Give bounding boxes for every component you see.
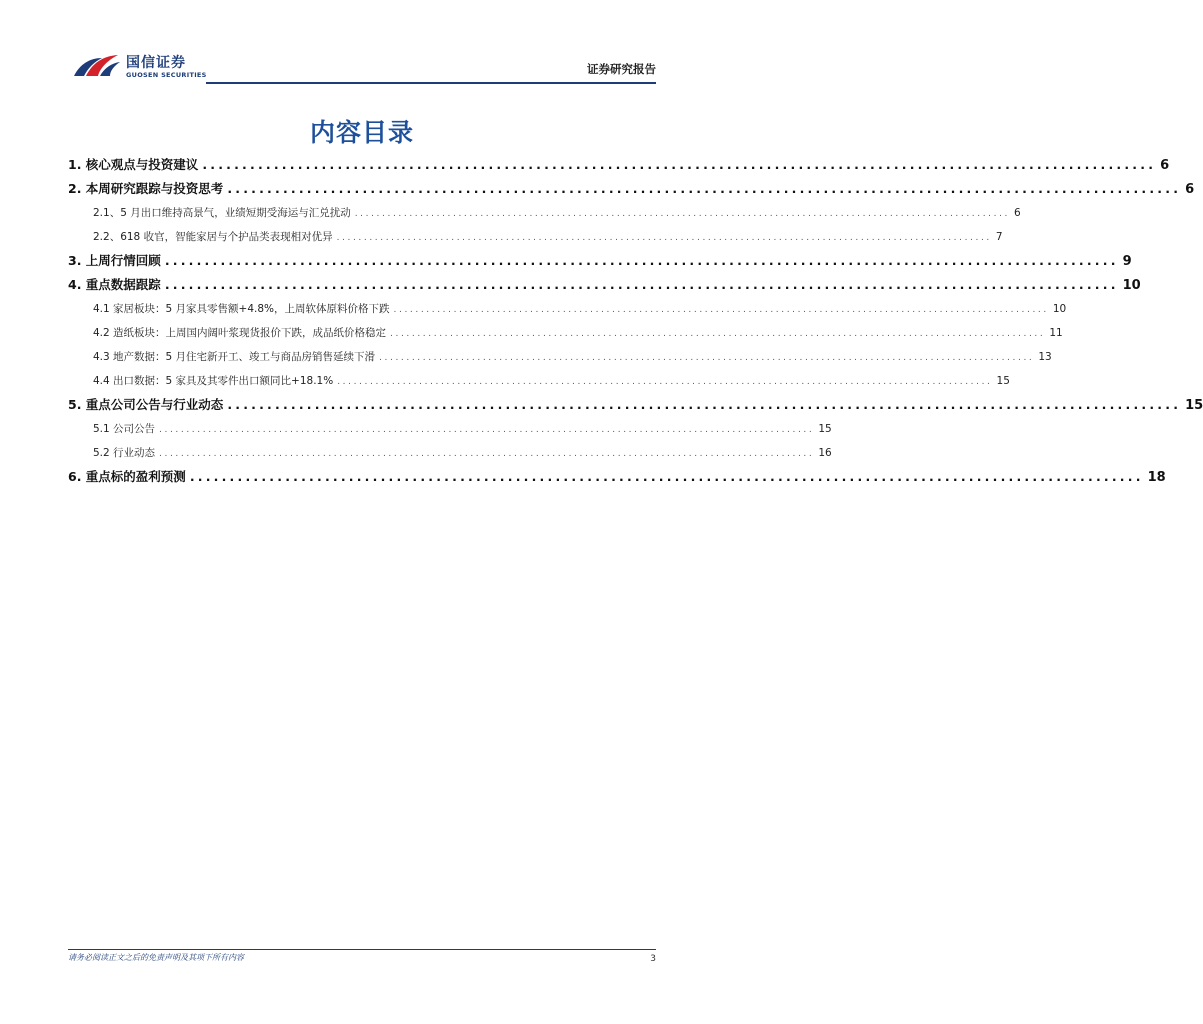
toc-entry-4-3[interactable]	[68, 345, 1052, 369]
toc-entry-page: 6	[1185, 182, 1195, 197]
toc-entry-label: 2.1、5 月出口维持高景气，业绩短期受海运与汇兑扰动	[93, 207, 351, 219]
toc-entry-label: 4.4 出口数据：5 家具及其零件出口额同比+18.1%	[93, 375, 334, 387]
brand-name-english: GUOSEN SECURITIES	[126, 71, 207, 79]
toc-entry-page: 11	[1049, 327, 1063, 339]
toc-leader-dots: ........................................................................................................................	[393, 305, 1049, 315]
toc-entry-2-2[interactable]	[68, 225, 1003, 249]
toc-entry-2[interactable]	[68, 177, 1195, 201]
toc-entry-6[interactable]	[68, 465, 1166, 489]
toc-entry-5-1[interactable]	[68, 417, 832, 441]
footer-divider	[68, 949, 656, 950]
toc-entry-page: 18	[1147, 470, 1166, 485]
toc-entry-1[interactable]	[68, 153, 1170, 177]
toc-entry-page: 10	[1122, 278, 1141, 293]
toc-entry-page: 10	[1052, 303, 1067, 315]
toc-entry-page: 15	[1185, 398, 1203, 413]
toc-entry-page: 6	[1160, 158, 1170, 173]
toc-entry-4[interactable]	[68, 273, 1141, 297]
toc-entry-label: 4.1 家居板块：5 月家具零售额+4.8%，上周软体原料价格下跌	[93, 303, 390, 315]
toc-leader-dots: ........................................................................................................................	[159, 449, 815, 459]
toc-entry-label: 3. 上周行情回顾	[68, 253, 161, 268]
footer-disclaimer: 请务必阅读正文之后的免责声明及其项下所有内容	[68, 953, 244, 962]
toc-entry-label: 5.2 行业动态	[93, 447, 156, 459]
toc-leader-dots: ........................................................................................................................	[227, 181, 1182, 196]
page-header	[70, 48, 656, 84]
toc-entry-page: 7	[995, 231, 1003, 243]
toc-entry-5[interactable]	[68, 393, 1203, 417]
toc-entry-page: 13	[1038, 351, 1052, 363]
toc-entry-page: 16	[818, 447, 832, 459]
guosen-logo-icon	[72, 52, 122, 80]
toc-entry-label: 4.3 地产数据：5 月住宅新开工、竣工与商品房销售延续下滑	[93, 351, 376, 363]
toc-entry-3[interactable]	[68, 249, 1132, 273]
toc-entry-2-1[interactable]	[68, 201, 1021, 225]
toc-entry-label: 2.2、618 收官，智能家居与个护品类表现相对优异	[93, 231, 333, 243]
toc-leader-dots: ........................................................................................................................	[189, 469, 1144, 484]
toc-entry-label: 4. 重点数据跟踪	[68, 277, 161, 292]
page-number: 3	[650, 954, 656, 964]
toc-entry-page: 9	[1122, 254, 1132, 269]
toc-entry-page: 15	[818, 423, 832, 435]
report-type-label: 证券研究报告	[587, 62, 656, 76]
table-of-contents	[68, 153, 1203, 489]
toc-leader-dots: ........................................................................................................................	[202, 157, 1157, 172]
toc-entry-page: 6	[1014, 207, 1021, 219]
header-divider	[206, 82, 656, 84]
toc-entry-label: 5. 重点公司公告与行业动态	[68, 397, 224, 412]
toc-entry-page: 15	[996, 375, 1010, 387]
toc-entry-4-2[interactable]	[68, 321, 1063, 345]
toc-entry-label: 6. 重点标的盈利预测	[68, 469, 186, 484]
toc-entry-5-2[interactable]	[68, 441, 832, 465]
toc-leader-dots: ........................................................................................................................	[164, 253, 1119, 268]
toc-leader-dots: ........................................................................................................................	[159, 425, 815, 435]
brand-name: 国信证券	[126, 55, 186, 71]
toc-leader-dots: ........................................................................................................................	[227, 397, 1182, 412]
toc-entry-label: 2. 本周研究跟踪与投资思考	[68, 181, 224, 196]
toc-entry-4-4[interactable]	[68, 369, 1010, 393]
toc-leader-dots: ........................................................................................................................	[379, 353, 1035, 363]
toc-title: 内容目录	[309, 118, 414, 147]
toc-entry-label: 4.2 造纸板块：上周国内阔叶浆现货报价下跌，成品纸价格稳定	[93, 327, 387, 339]
toc-entry-label: 1. 核心观点与投资建议	[68, 157, 199, 172]
toc-leader-dots: ........................................................................................................................	[337, 377, 993, 387]
toc-entry-label: 5.1 公司公告	[93, 423, 156, 435]
toc-entry-4-1[interactable]	[68, 297, 1067, 321]
toc-leader-dots: ........................................................................................................................	[390, 329, 1046, 339]
toc-leader-dots: ........................................................................................................................	[164, 277, 1119, 292]
toc-leader-dots: ........................................................................................................................	[336, 233, 992, 243]
toc-leader-dots: ........................................................................................................................	[354, 209, 1011, 219]
